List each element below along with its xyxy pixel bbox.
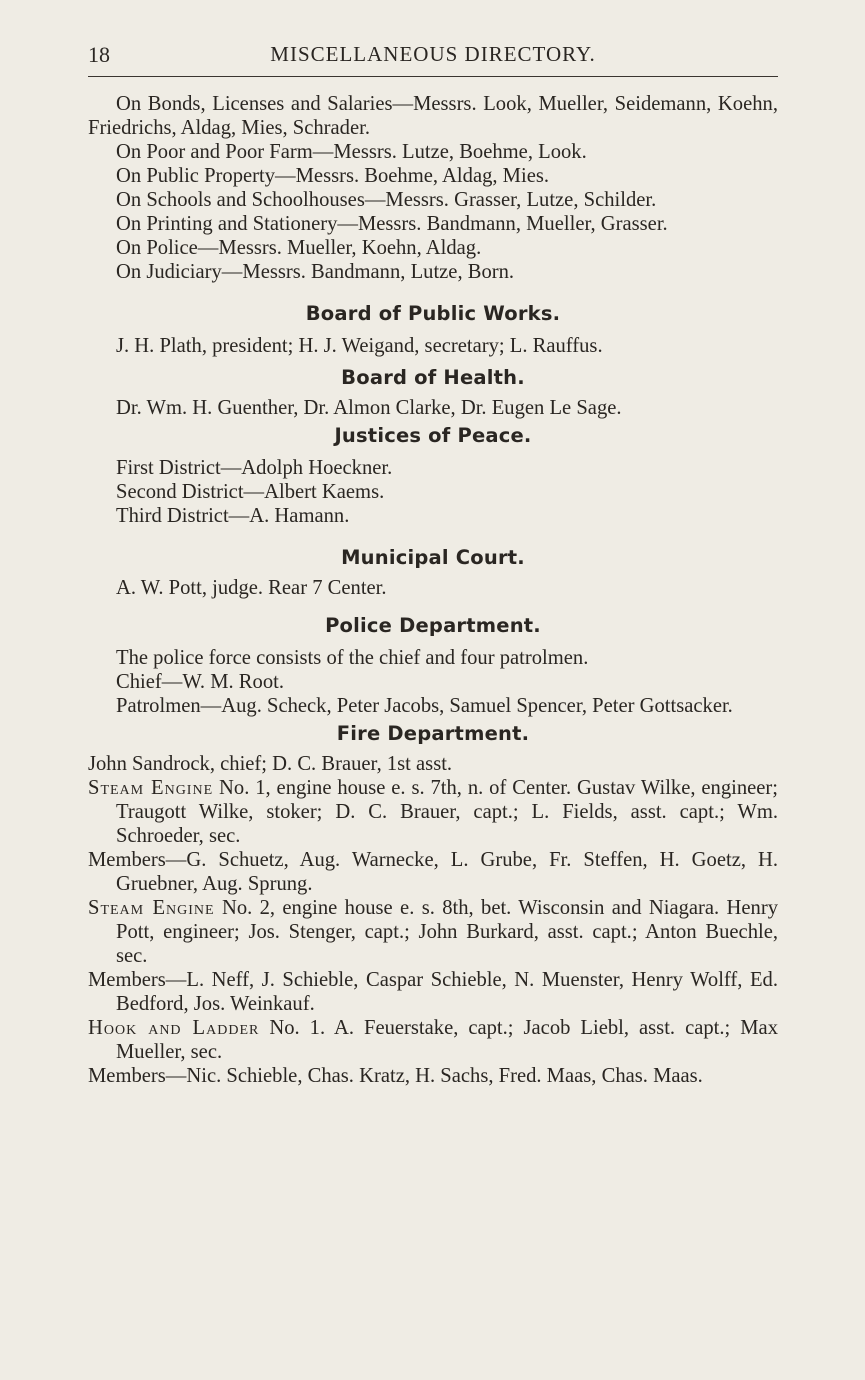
hook-and-ladder bbox=[88, 1016, 778, 1064]
page-content bbox=[88, 92, 778, 1088]
page-number: 18 bbox=[88, 42, 110, 67]
fire-engine-1-members: Members—G. Schuetz, Aug. Warnecke, L. Grube, Fr. Steffen, H. Goetz, H. Gruebner, Aug. Sprung. bbox=[88, 849, 778, 895]
police-chief: Chief—W. M. Root. bbox=[116, 671, 284, 693]
committee-police: On Police—Messrs. Mueller, Koehn, Aldag. bbox=[116, 237, 482, 259]
engine-2-details: No. 2, engine house e. s. 8th, bet. Wisconsin and Niagara. Henry Pott, engineer; Jos. Stenger, capt.; John Burkard, asst. capt.; Anton Buechle, sec. bbox=[116, 897, 778, 967]
section-heading-public-works: Board of Public Works. bbox=[305, 302, 561, 325]
fire-engine-2 bbox=[88, 896, 778, 968]
fire-chief-line: John Sandrock, chief; D. C. Brauer, 1st asst. bbox=[88, 753, 453, 775]
header-rule bbox=[88, 76, 778, 77]
committee-printing: On Printing and Stationery—Messrs. Bandmann, Mueller, Grasser. bbox=[116, 213, 668, 235]
committee-schools: On Schools and Schoolhouses—Messrs. Grasser, Lutze, Schilder. bbox=[116, 189, 657, 211]
justice-second-district: Second District—Albert Kaems. bbox=[116, 481, 385, 503]
health-text: Dr. Wm. H. Guenther, Dr. Almon Clarke, Dr. Eugen Le Sage. bbox=[116, 397, 622, 419]
committee-bonds: On Bonds, Licenses and Salaries—Messrs. Look, Mueller, Seidemann, Koehn, Friedrichs, Aldag, Mies, Schrader. bbox=[88, 93, 778, 139]
engine-1-details: No. 1, engine house e. s. 7th, n. of Center. Gustav Wilke, engineer; Traugott Wilke, stoker; D. C. Brauer, capt.; L. Fields, asst. capt.; Wm. Schroeder, sec. bbox=[116, 777, 779, 847]
committee-list bbox=[88, 92, 778, 284]
police-intro: The police force consists of the chief and four patrolmen. bbox=[116, 647, 589, 669]
police-patrolmen: Patrolmen—Aug. Scheck, Peter Jacobs, Samuel Spencer, Peter Gottsacker. bbox=[116, 695, 733, 717]
section-heading-health: Board of Health. bbox=[341, 366, 525, 389]
committee-public-property: On Public Property—Messrs. Boehme, Aldag, Mies. bbox=[116, 165, 550, 187]
hook-and-ladder-label: Hook and Ladder bbox=[88, 1017, 260, 1039]
page-header bbox=[88, 40, 778, 72]
justice-first-district: First District—Adolph Hoeckner. bbox=[116, 457, 393, 479]
section-heading-fire: Fire Department. bbox=[336, 722, 530, 745]
committee-judiciary: On Judiciary—Messrs. Bandmann, Lutze, Born. bbox=[116, 261, 515, 283]
section-heading-justices: Justices of Peace. bbox=[334, 424, 532, 447]
fire-engine-2-members: Members—L. Neff, J. Schieble, Caspar Schieble, N. Muenster, Henry Wolff, Ed. Bedford, Jos. Weinkauf. bbox=[88, 969, 778, 1015]
section-heading-municipal-court: Municipal Court. bbox=[341, 546, 525, 569]
running-title: MISCELLANEOUS DIRECTORY. bbox=[270, 42, 596, 66]
engine-1-label: Steam Engine bbox=[88, 777, 214, 799]
hook-and-ladder-members: Members—Nic. Schieble, Chas. Kratz, H. Sachs, Fred. Maas, Chas. Maas. bbox=[88, 1065, 703, 1087]
section-heading-police: Police Department. bbox=[325, 614, 541, 637]
fire-engine-1 bbox=[88, 776, 778, 848]
public-works-text: J. H. Plath, president; H. J. Weigand, secretary; L. Rauffus. bbox=[116, 335, 603, 357]
committee-poor: On Poor and Poor Farm—Messrs. Lutze, Boehme, Look. bbox=[116, 141, 587, 163]
municipal-court-text: A. W. Pott, judge. Rear 7 Center. bbox=[116, 577, 387, 599]
hook-and-ladder-details: No. 1. A. Feuerstake, capt.; Jacob Liebl, asst. capt.; Max Mueller, sec. bbox=[116, 1017, 778, 1063]
justice-third-district: Third District—A. Hamann. bbox=[116, 505, 350, 527]
engine-2-label: Steam Engine bbox=[88, 897, 215, 919]
